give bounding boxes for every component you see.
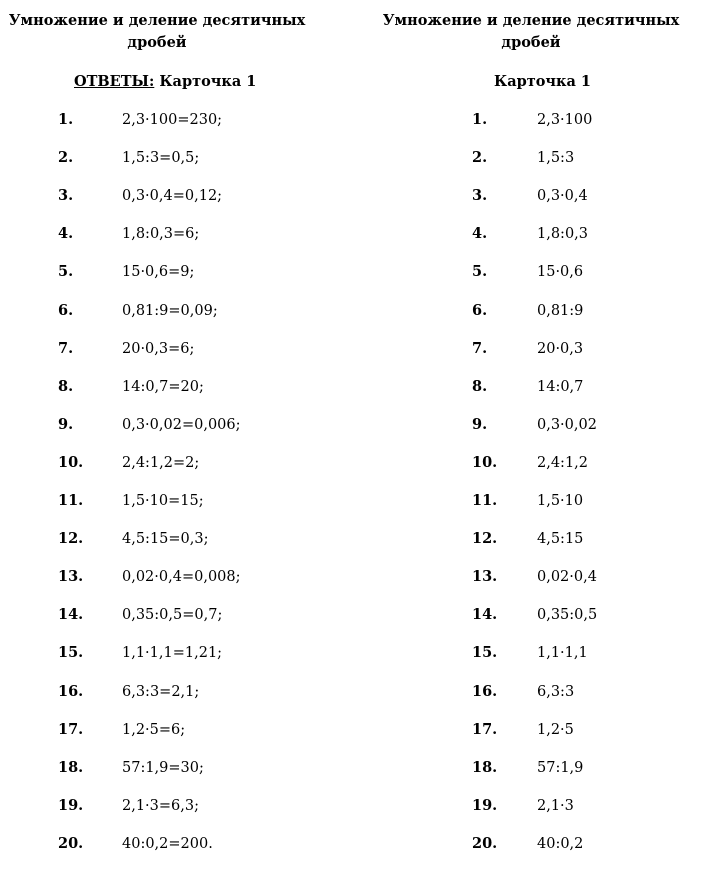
item-expression: 0,35:0,5 (537, 607, 598, 624)
task-row (354, 415, 708, 435)
answer-row (0, 377, 354, 397)
item-expression: 2,4:1,2=2; (122, 454, 200, 471)
item-expression: 0,81:9=0,09; (122, 302, 218, 319)
item-number: 15. (58, 644, 84, 662)
item-number: 20. (472, 834, 498, 852)
item-number: 6. (58, 301, 74, 319)
tasks-title: Умножение и деление десятичных дробей (382, 12, 680, 51)
item-number: 1. (58, 111, 74, 128)
task-row (354, 758, 708, 778)
item-number: 14. (472, 606, 498, 624)
item-expression: 4,5:15=0,3; (122, 531, 209, 548)
item-expression: 4,5:15 (537, 531, 584, 548)
item-number: 13. (472, 568, 498, 586)
answer-row (0, 758, 354, 778)
item-expression: 1,5·10=15; (122, 493, 204, 509)
answer-row (0, 301, 354, 321)
item-expression: 0,3·0,4 (537, 188, 588, 205)
item-number: 16. (472, 682, 498, 700)
item-number: 20. (58, 834, 84, 852)
item-expression: 1,5:3 (537, 150, 575, 167)
item-number: 9. (58, 415, 74, 433)
item-expression: 1,8:0,3=6; (122, 226, 200, 243)
item-number: 12. (472, 530, 498, 548)
answer-row (0, 415, 354, 435)
item-expression: 0,02·0,4=0,008; (122, 569, 241, 586)
task-row (354, 377, 708, 397)
item-expression: 1,5·10 (537, 493, 584, 509)
item-number: 8. (58, 377, 74, 395)
task-row (354, 682, 708, 702)
item-expression: 57:1,9 (537, 759, 584, 776)
item-number: 18. (472, 758, 498, 776)
item-expression: 1,2·5=6; (122, 721, 186, 738)
item-expression: 0,3·0,02 (537, 416, 597, 433)
item-number: 19. (472, 796, 498, 814)
item-number: 8. (472, 377, 488, 395)
item-expression: 0,3·0,4=0,12; (122, 188, 223, 205)
item-number: 3. (58, 187, 74, 205)
item-expression: 15·0,6 (537, 264, 584, 281)
item-expression: 2,1·3=6,3; (122, 797, 199, 814)
item-expression: 2,1·3 (537, 797, 574, 814)
answer-row (0, 491, 354, 511)
item-number: 1. (472, 111, 488, 128)
item-number: 4. (58, 225, 74, 243)
item-expression: 14:0,7=20; (122, 378, 204, 395)
item-expression: 20·0,3 (537, 340, 584, 357)
item-number: 7. (472, 339, 488, 357)
answer-row (0, 643, 354, 663)
item-number: 16. (58, 682, 84, 700)
task-row (354, 567, 708, 587)
item-number: 17. (58, 720, 84, 738)
item-expression: 0,35:0,5=0,7; (122, 607, 223, 624)
item-number: 6. (472, 301, 488, 319)
answer-row (0, 529, 354, 549)
task-row (354, 720, 708, 740)
item-number: 9. (472, 415, 488, 433)
item-number: 19. (58, 796, 84, 814)
answer-row (0, 567, 354, 587)
answer-row (0, 148, 354, 168)
task-row (354, 186, 708, 206)
item-number: 3. (472, 187, 488, 205)
item-number: 4. (472, 225, 488, 243)
task-row (354, 643, 708, 663)
item-expression: 1,1·1,1 (537, 645, 588, 662)
answer-row (0, 339, 354, 359)
item-number: 11. (58, 492, 84, 509)
answer-row (0, 110, 354, 130)
answer-row (0, 682, 354, 702)
item-number: 11. (472, 492, 498, 509)
item-expression: 1,2·5 (537, 721, 574, 738)
task-row (354, 110, 708, 130)
answer-row (0, 186, 354, 206)
item-expression: 14:0,7 (537, 378, 584, 395)
task-row (354, 834, 708, 854)
item-number: 2. (58, 149, 74, 167)
task-row (354, 605, 708, 625)
tasks-column (354, 0, 708, 889)
item-number: 2. (472, 149, 488, 167)
answer-row (0, 453, 354, 473)
task-row (354, 453, 708, 473)
item-number: 7. (58, 339, 74, 357)
item-expression: 2,3·100 (537, 112, 593, 128)
item-expression: 40:0,2 (537, 835, 584, 852)
answer-row (0, 720, 354, 740)
answers-label: ОТВЕТЫ: (74, 73, 155, 90)
item-number: 12. (58, 530, 84, 548)
item-expression: 2,4:1,2 (537, 454, 589, 471)
item-expression: 0,3·0,02=0,006; (122, 416, 241, 433)
item-expression: 2,3·100=230; (122, 112, 223, 128)
answers-title: Умножение и деление десятичных дробей (8, 12, 306, 51)
item-number: 18. (58, 758, 84, 776)
item-expression: 6,3:3 (537, 683, 575, 700)
item-number: 5. (58, 263, 74, 281)
item-expression: 0,02·0,4 (537, 569, 597, 586)
item-expression: 57:1,9=30; (122, 759, 204, 776)
answer-row (0, 834, 354, 854)
answer-row (0, 224, 354, 244)
item-number: 10. (472, 453, 498, 471)
task-row (354, 529, 708, 549)
answer-row (0, 605, 354, 625)
task-row (354, 224, 708, 244)
answer-row (0, 796, 354, 816)
answer-row (0, 262, 354, 282)
task-row (354, 796, 708, 816)
answers-card-heading (74, 73, 256, 91)
item-expression: 15·0,6=9; (122, 264, 195, 281)
item-expression: 6,3:3=2,1; (122, 683, 200, 700)
item-expression: 1,5:3=0,5; (122, 150, 200, 167)
task-row (354, 491, 708, 511)
task-row (354, 148, 708, 168)
item-number: 10. (58, 453, 84, 471)
item-expression: 20·0,3=6; (122, 340, 195, 357)
task-row (354, 301, 708, 321)
answers-card-label: Карточка 1 (159, 73, 257, 90)
tasks-card-heading: Карточка 1 (494, 73, 591, 90)
item-expression: 40:0,2=200. (122, 835, 213, 852)
item-expression: 0,81:9 (537, 302, 584, 319)
item-number: 5. (472, 263, 488, 281)
task-row (354, 339, 708, 359)
item-expression: 1,1·1,1=1,21; (122, 645, 223, 662)
item-number: 13. (58, 568, 84, 586)
item-expression: 1,8:0,3 (537, 226, 589, 243)
item-number: 17. (472, 720, 498, 738)
item-number: 14. (58, 606, 84, 624)
task-row (354, 262, 708, 282)
item-number: 15. (472, 644, 498, 662)
